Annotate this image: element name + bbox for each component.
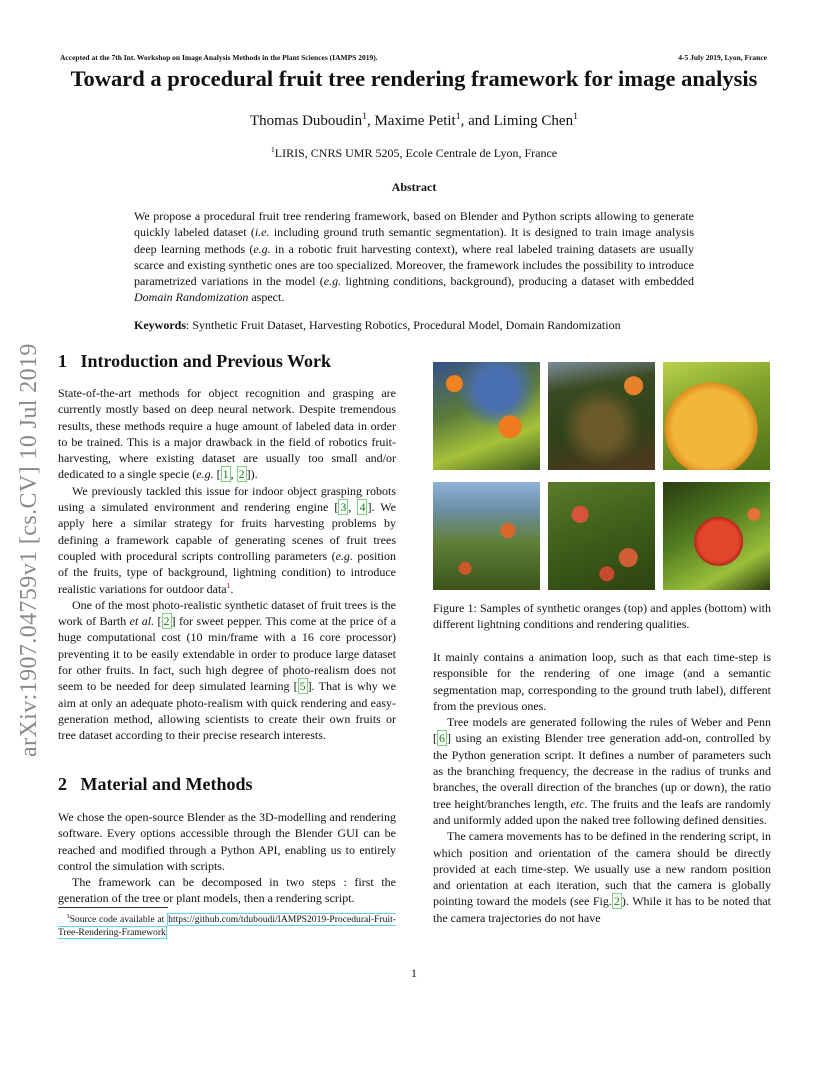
section-1-heading bbox=[58, 351, 331, 372]
citation-link[interactable]: 6 bbox=[439, 731, 445, 746]
abstract-text: aspect. bbox=[248, 290, 285, 305]
running-header-right: 4-5 July 2019, Lyon, France bbox=[678, 53, 767, 62]
abstract-eg: e.g. bbox=[323, 274, 342, 289]
section-title: Material and Methods bbox=[80, 774, 253, 794]
citation-link[interactable]: 2 bbox=[163, 614, 170, 629]
keywords-label: Keywords bbox=[134, 318, 186, 332]
abstract-body bbox=[134, 208, 694, 306]
paragraph: State-of-the-art methods for object recognition and grasping are currently mostly based on deep neural network. Despite tremendous results, these methods require a huge amount of labeled data in order to be trained. This is a major drawback in the field of robotics fruit-harvesting, where existing dataset are usually too small and/or dedicated to a single specie (e.g. [ 1 , 2 ]). bbox=[58, 386, 396, 482]
citation-link[interactable]: 3 bbox=[340, 500, 347, 515]
affil-text: LIRIS, CNRS UMR 5205, Ecole Centrale de Lyon, France bbox=[274, 146, 558, 160]
section-2-body bbox=[58, 809, 396, 907]
author-name: Maxime Petit bbox=[374, 113, 456, 129]
apple-tree-photo bbox=[433, 482, 540, 590]
footnote bbox=[58, 913, 396, 939]
citation-link[interactable]: 5 bbox=[299, 679, 306, 694]
apple-closeup-photo bbox=[663, 482, 770, 590]
author-name: Liming Chen bbox=[493, 113, 574, 129]
running-header-left: Accepted at the 7th Int. Workshop on Image Analysis Methods in the Plant Sciences (IAMPS 2019). bbox=[60, 53, 378, 62]
citation-link[interactable]: 4 bbox=[359, 500, 366, 515]
right-column-body bbox=[433, 649, 771, 926]
abstract-text: We propose a procedural fruit tree rendering framework, based on Blender and Python scripts allowing to generate quickly labeled dataset ( bbox=[134, 209, 694, 240]
paragraph: We previously tackled this issue for indoor object grasping robots using a simulated environment and rendering engine [ 3 , 4 ]. We apply here a similar strategy for fruits harvesting problems by defining a framework capable of generating scenes of fruit trees coupled with procedural scripts controlling parameters (e.g. position of the fruits, type of background, lightning condition) to introduce realistic variations for outdoor data$^1$. bbox=[58, 483, 397, 596]
author-name: Thomas Duboudin bbox=[250, 113, 363, 129]
abstract-domain-randomization: Domain Randomization bbox=[134, 290, 249, 305]
footnote-rule bbox=[58, 907, 168, 908]
paragraph: The camera movements has to be defined in the rendering script, in which position and orientation of the camera should be directly provided at each time-step. We usually use a new random position and orientation at each iteration, such that the camera is globally pointing toward the models (see Fig. 2 ). While it has to be noted that the camera trajectories do not have bbox=[433, 829, 771, 925]
figure-1-caption: Figure 1: Samples of synthetic oranges (top) and apples (bottom) with different lightning conditions and rendering qualities. bbox=[433, 601, 771, 632]
citation-link[interactable]: 1 bbox=[222, 467, 229, 482]
figure-1-grid bbox=[433, 362, 771, 590]
abstract-ie: i.e. bbox=[254, 225, 270, 240]
paragraph: We chose the open-source Blender as the 3D-modelling and rendering software. Every options accessible through the Blender GUI can be reached and modified through a Python API, enabling us to entirely control the simulation with scripts. bbox=[58, 810, 396, 873]
arxiv-stamp: arXiv:1907.04759v1 [cs.CV] 10 Jul 2019 bbox=[16, 343, 42, 757]
citation-link[interactable]: 2 bbox=[238, 467, 245, 482]
author-separator: , and bbox=[460, 113, 494, 129]
abstract-eg: e.g. bbox=[253, 241, 271, 256]
keywords bbox=[134, 318, 694, 333]
footnote-text: Source code available at bbox=[69, 914, 168, 925]
author-affil-mark: 1 bbox=[362, 111, 367, 122]
affiliation bbox=[0, 146, 828, 161]
paper-title: Toward a procedural fruit tree rendering framework for image analysis bbox=[70, 66, 758, 91]
author-separator: , bbox=[366, 113, 375, 129]
section-2-heading bbox=[58, 774, 252, 795]
section-number: 1 bbox=[58, 351, 67, 371]
abstract-heading: Abstract bbox=[391, 180, 437, 194]
orange-tree-photo bbox=[433, 362, 540, 470]
section-title: Introduction and Previous Work bbox=[80, 351, 332, 371]
paragraph: It mainly contains a animation loop, such as that each time-step is responsible for the rendering of one image (and a semantic segmentation map, corresponding to the ground truth label), different from the previous ones. bbox=[433, 650, 771, 713]
author-affil-mark: 1 bbox=[455, 111, 461, 122]
paragraph: Tree models are generated following the rules of Weber and Penn [ 6 ] using an existing Blender tree generation add-on, controlled by the Python generation script. It defines a number of parameters such as the branching frequency, the decrease in the radius of trunks and branches, the overall direction of the branches (up or down), the ratio tree height/branches length, etc. The fruits and the leafs are randomly and uniformly added upon the naked tree following defined densities. bbox=[433, 715, 771, 827]
section-number: 2 bbox=[58, 774, 67, 794]
orange-tree-photo bbox=[548, 362, 655, 470]
orange-closeup-photo bbox=[663, 362, 770, 470]
keywords-text: : Synthetic Fruit Dataset, Harvesting Robotics, Procedural Model, Domain Randomization bbox=[186, 318, 621, 332]
author-list bbox=[0, 113, 828, 130]
affil-mark: 1 bbox=[270, 145, 275, 154]
abstract-text: including ground truth semantic segmentation). It is designed to train image analysis deep learning methods ( bbox=[134, 225, 694, 256]
figure-ref-link[interactable]: 2 bbox=[613, 894, 620, 909]
abstract-text: in a robotic fruit harvesting context), where real labeled training datasets are usually scarce and existing synthetic ones are too specialized. Moreover, the framework includes the possibility to introduce parametrized variations in the model ( bbox=[134, 241, 694, 289]
footnote-link[interactable]: 1 bbox=[226, 580, 231, 590]
abstract-text: lightning conditions, background), producing a dataset with embedded bbox=[341, 274, 694, 289]
footnote-url-link[interactable]: https://github.com/tduboudi/IAMPS2019-Procedural-Fruit-Tree-Rendering-Framework bbox=[58, 914, 396, 938]
page-number: 1 bbox=[411, 966, 417, 980]
paragraph: The framework can be decomposed in two steps : first the generation of the tree or plant models, then a rendering script. bbox=[58, 875, 396, 906]
apple-tree-photo bbox=[548, 482, 655, 590]
footnote-mark: 1 bbox=[66, 912, 70, 920]
paragraph: One of the most photo-realistic synthetic dataset of fruit trees is the work of Barth et al. [ 2 ] for sweet pepper. This come at the price of a huge computational cost (10 min/frame with a 16 core processor) preventing it to be easily extendable in order to produce large dataset for other fruits. In fact, such high degree of photo-realism does not seem to be needed for deep simulated learning [ 5 ]. That is why we aim at only an adequate photo-realism with quick rendering and easy-generation method, allowing scientists to create their own fruits or tree dataset according to their precise research interests. bbox=[58, 597, 396, 743]
section-1-body bbox=[58, 385, 396, 744]
author-affil-mark: 1 bbox=[573, 111, 578, 122]
